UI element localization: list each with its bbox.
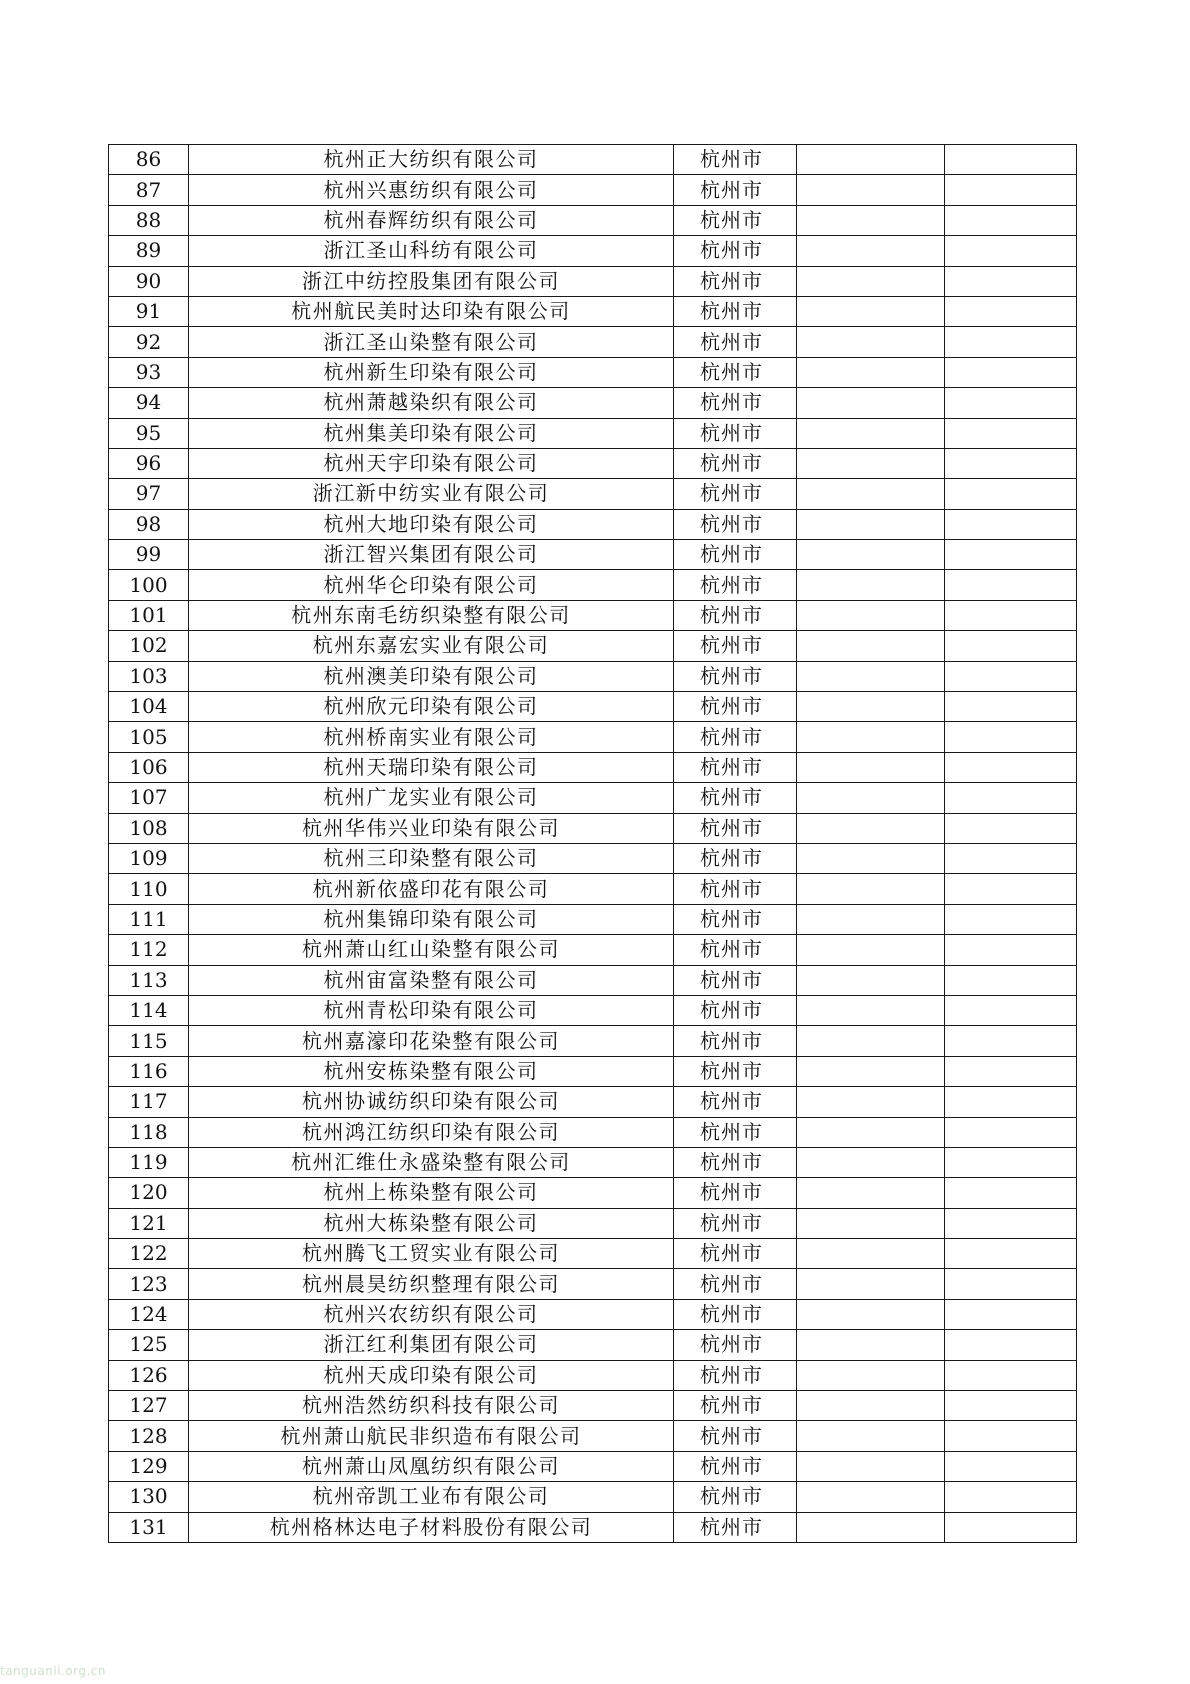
row-number: 129 xyxy=(109,1451,189,1481)
city-name: 杭州市 xyxy=(674,327,797,357)
company-name: 杭州腾飞工贸实业有限公司 xyxy=(189,1239,674,1269)
city-name: 杭州市 xyxy=(674,661,797,691)
watermark-text: tanguanli.org.cn xyxy=(0,1664,107,1678)
empty-cell xyxy=(945,1087,1077,1117)
company-name: 杭州澳美印染有限公司 xyxy=(189,661,674,691)
table-row xyxy=(109,145,1077,175)
company-name: 浙江圣山染整有限公司 xyxy=(189,327,674,357)
company-name: 杭州正大纺织有限公司 xyxy=(189,145,674,175)
table-row xyxy=(109,1451,1077,1481)
empty-cell xyxy=(945,1239,1077,1269)
city-name: 杭州市 xyxy=(674,296,797,326)
table-row xyxy=(109,600,1077,630)
empty-cell xyxy=(797,175,945,205)
row-number: 125 xyxy=(109,1330,189,1360)
empty-cell xyxy=(945,1056,1077,1086)
table-row xyxy=(109,1512,1077,1542)
empty-cell xyxy=(945,296,1077,326)
table-row xyxy=(109,1482,1077,1512)
city-name: 杭州市 xyxy=(674,479,797,509)
empty-cell xyxy=(945,570,1077,600)
row-number: 99 xyxy=(109,540,189,570)
row-number: 110 xyxy=(109,874,189,904)
city-name: 杭州市 xyxy=(674,874,797,904)
company-name: 杭州萧山凤凰纺织有限公司 xyxy=(189,1451,674,1481)
row-number: 104 xyxy=(109,692,189,722)
city-name: 杭州市 xyxy=(674,175,797,205)
table-row xyxy=(109,509,1077,539)
empty-cell xyxy=(945,479,1077,509)
row-number: 130 xyxy=(109,1482,189,1512)
city-name: 杭州市 xyxy=(674,1087,797,1117)
row-number: 96 xyxy=(109,448,189,478)
company-name: 杭州嘉濠印花染整有限公司 xyxy=(189,1026,674,1056)
city-name: 杭州市 xyxy=(674,935,797,965)
empty-cell xyxy=(797,1421,945,1451)
empty-cell xyxy=(797,874,945,904)
empty-cell xyxy=(945,509,1077,539)
city-name: 杭州市 xyxy=(674,965,797,995)
table-row xyxy=(109,1178,1077,1208)
table-row xyxy=(109,783,1077,813)
table-row xyxy=(109,995,1077,1025)
city-name: 杭州市 xyxy=(674,631,797,661)
row-number: 114 xyxy=(109,995,189,1025)
empty-cell xyxy=(797,296,945,326)
empty-cell xyxy=(797,509,945,539)
table-row xyxy=(109,266,1077,296)
empty-cell xyxy=(797,722,945,752)
city-name: 杭州市 xyxy=(674,1147,797,1177)
city-name: 杭州市 xyxy=(674,1299,797,1329)
row-number: 124 xyxy=(109,1299,189,1329)
city-name: 杭州市 xyxy=(674,995,797,1025)
company-name: 杭州浩然纺织科技有限公司 xyxy=(189,1391,674,1421)
company-name: 杭州晨昊纺织整理有限公司 xyxy=(189,1269,674,1299)
table-row xyxy=(109,357,1077,387)
empty-cell xyxy=(797,540,945,570)
city-name: 杭州市 xyxy=(674,1421,797,1451)
empty-cell xyxy=(797,1360,945,1390)
empty-cell xyxy=(797,965,945,995)
row-number: 112 xyxy=(109,935,189,965)
company-name: 杭州格林达电子材料股份有限公司 xyxy=(189,1512,674,1542)
city-name: 杭州市 xyxy=(674,813,797,843)
table-row xyxy=(109,631,1077,661)
row-number: 108 xyxy=(109,813,189,843)
row-number: 102 xyxy=(109,631,189,661)
table-row xyxy=(109,479,1077,509)
company-name: 杭州欣元印染有限公司 xyxy=(189,692,674,722)
company-name: 杭州春辉纺织有限公司 xyxy=(189,205,674,235)
company-name: 杭州协诚纺织印染有限公司 xyxy=(189,1087,674,1117)
empty-cell xyxy=(945,661,1077,691)
empty-cell xyxy=(945,692,1077,722)
empty-cell xyxy=(945,205,1077,235)
city-name: 杭州市 xyxy=(674,205,797,235)
table-row xyxy=(109,1147,1077,1177)
empty-cell xyxy=(797,1451,945,1481)
row-number: 105 xyxy=(109,722,189,752)
city-name: 杭州市 xyxy=(674,1269,797,1299)
company-name: 杭州大栋染整有限公司 xyxy=(189,1208,674,1238)
row-number: 87 xyxy=(109,175,189,205)
city-name: 杭州市 xyxy=(674,1208,797,1238)
company-name: 杭州东嘉宏实业有限公司 xyxy=(189,631,674,661)
table-row xyxy=(109,1239,1077,1269)
row-number: 121 xyxy=(109,1208,189,1238)
row-number: 86 xyxy=(109,145,189,175)
empty-cell xyxy=(945,722,1077,752)
row-number: 116 xyxy=(109,1056,189,1086)
empty-cell xyxy=(797,1117,945,1147)
table-row xyxy=(109,752,1077,782)
table-row xyxy=(109,1269,1077,1299)
table-row xyxy=(109,205,1077,235)
row-number: 103 xyxy=(109,661,189,691)
empty-cell xyxy=(797,661,945,691)
empty-cell xyxy=(945,540,1077,570)
table-row xyxy=(109,540,1077,570)
empty-cell xyxy=(797,600,945,630)
empty-cell xyxy=(945,813,1077,843)
company-name: 杭州安栋染整有限公司 xyxy=(189,1056,674,1086)
row-number: 101 xyxy=(109,600,189,630)
table-row xyxy=(109,175,1077,205)
empty-cell xyxy=(945,145,1077,175)
city-name: 杭州市 xyxy=(674,1239,797,1269)
row-number: 115 xyxy=(109,1026,189,1056)
empty-cell xyxy=(945,175,1077,205)
company-name: 杭州集锦印染有限公司 xyxy=(189,904,674,934)
city-name: 杭州市 xyxy=(674,1117,797,1147)
company-name: 杭州鸿江纺织印染有限公司 xyxy=(189,1117,674,1147)
city-name: 杭州市 xyxy=(674,904,797,934)
table-row xyxy=(109,1026,1077,1056)
city-name: 杭州市 xyxy=(674,1391,797,1421)
table-row xyxy=(109,296,1077,326)
empty-cell xyxy=(945,1117,1077,1147)
table-row xyxy=(109,1056,1077,1086)
empty-cell xyxy=(945,1421,1077,1451)
city-name: 杭州市 xyxy=(674,843,797,873)
row-number: 95 xyxy=(109,418,189,448)
empty-cell xyxy=(945,388,1077,418)
city-name: 杭州市 xyxy=(674,448,797,478)
table-row xyxy=(109,448,1077,478)
company-name: 杭州天瑞印染有限公司 xyxy=(189,752,674,782)
company-name: 杭州萧山红山染整有限公司 xyxy=(189,935,674,965)
company-name: 杭州三印染整有限公司 xyxy=(189,843,674,873)
empty-cell xyxy=(797,752,945,782)
city-name: 杭州市 xyxy=(674,388,797,418)
company-name: 杭州帝凯工业布有限公司 xyxy=(189,1482,674,1512)
empty-cell xyxy=(797,1330,945,1360)
empty-cell xyxy=(797,1299,945,1329)
table-row xyxy=(109,661,1077,691)
empty-cell xyxy=(945,752,1077,782)
table-row xyxy=(109,1208,1077,1238)
empty-cell xyxy=(797,1391,945,1421)
empty-cell xyxy=(945,418,1077,448)
row-number: 97 xyxy=(109,479,189,509)
empty-cell xyxy=(945,1360,1077,1390)
empty-cell xyxy=(945,1391,1077,1421)
empty-cell xyxy=(797,783,945,813)
row-number: 107 xyxy=(109,783,189,813)
row-number: 100 xyxy=(109,570,189,600)
company-name: 杭州新依盛印花有限公司 xyxy=(189,874,674,904)
table-row xyxy=(109,935,1077,965)
row-number: 126 xyxy=(109,1360,189,1390)
row-number: 89 xyxy=(109,236,189,266)
empty-cell xyxy=(945,236,1077,266)
empty-cell xyxy=(797,236,945,266)
company-name: 杭州华仑印染有限公司 xyxy=(189,570,674,600)
company-name: 杭州天成印染有限公司 xyxy=(189,1360,674,1390)
row-number: 120 xyxy=(109,1178,189,1208)
empty-cell xyxy=(945,448,1077,478)
row-number: 90 xyxy=(109,266,189,296)
table-row xyxy=(109,388,1077,418)
table-row xyxy=(109,570,1077,600)
city-name: 杭州市 xyxy=(674,783,797,813)
company-name: 杭州新生印染有限公司 xyxy=(189,357,674,387)
company-name: 杭州兴惠纺织有限公司 xyxy=(189,175,674,205)
city-name: 杭州市 xyxy=(674,1360,797,1390)
table-row xyxy=(109,965,1077,995)
empty-cell xyxy=(945,1482,1077,1512)
empty-cell xyxy=(945,357,1077,387)
table-row xyxy=(109,418,1077,448)
city-name: 杭州市 xyxy=(674,509,797,539)
row-number: 128 xyxy=(109,1421,189,1451)
row-number: 111 xyxy=(109,904,189,934)
empty-cell xyxy=(797,388,945,418)
city-name: 杭州市 xyxy=(674,1482,797,1512)
empty-cell xyxy=(945,935,1077,965)
empty-cell xyxy=(797,1147,945,1177)
empty-cell xyxy=(945,843,1077,873)
city-name: 杭州市 xyxy=(674,752,797,782)
city-name: 杭州市 xyxy=(674,145,797,175)
empty-cell xyxy=(797,570,945,600)
empty-cell xyxy=(945,1330,1077,1360)
city-name: 杭州市 xyxy=(674,722,797,752)
table-row xyxy=(109,1299,1077,1329)
empty-cell xyxy=(945,995,1077,1025)
empty-cell xyxy=(797,1482,945,1512)
empty-cell xyxy=(797,813,945,843)
city-name: 杭州市 xyxy=(674,1026,797,1056)
company-name: 杭州青松印染有限公司 xyxy=(189,995,674,1025)
row-number: 113 xyxy=(109,965,189,995)
empty-cell xyxy=(797,1026,945,1056)
company-name: 杭州萧越染织有限公司 xyxy=(189,388,674,418)
empty-cell xyxy=(945,1299,1077,1329)
company-name: 杭州兴农纺织有限公司 xyxy=(189,1299,674,1329)
empty-cell xyxy=(945,874,1077,904)
empty-cell xyxy=(797,448,945,478)
empty-cell xyxy=(945,904,1077,934)
table-row xyxy=(109,236,1077,266)
row-number: 91 xyxy=(109,296,189,326)
table-row xyxy=(109,1391,1077,1421)
city-name: 杭州市 xyxy=(674,236,797,266)
empty-cell xyxy=(797,1239,945,1269)
empty-cell xyxy=(945,1512,1077,1542)
city-name: 杭州市 xyxy=(674,692,797,722)
empty-cell xyxy=(945,1451,1077,1481)
empty-cell xyxy=(945,327,1077,357)
city-name: 杭州市 xyxy=(674,1512,797,1542)
empty-cell xyxy=(797,1178,945,1208)
table-row xyxy=(109,327,1077,357)
company-name: 杭州宙富染整有限公司 xyxy=(189,965,674,995)
company-name: 浙江新中纺实业有限公司 xyxy=(189,479,674,509)
company-name: 杭州萧山航民非织造布有限公司 xyxy=(189,1421,674,1451)
row-number: 94 xyxy=(109,388,189,418)
empty-cell xyxy=(945,631,1077,661)
city-name: 杭州市 xyxy=(674,540,797,570)
row-number: 118 xyxy=(109,1117,189,1147)
empty-cell xyxy=(945,783,1077,813)
company-name: 浙江红利集团有限公司 xyxy=(189,1330,674,1360)
city-name: 杭州市 xyxy=(674,1330,797,1360)
empty-cell xyxy=(945,1269,1077,1299)
row-number: 93 xyxy=(109,357,189,387)
company-name: 杭州华伟兴业印染有限公司 xyxy=(189,813,674,843)
table-row xyxy=(109,843,1077,873)
company-name: 杭州东南毛纺织染整有限公司 xyxy=(189,600,674,630)
empty-cell xyxy=(797,479,945,509)
empty-cell xyxy=(945,965,1077,995)
table-row xyxy=(109,1330,1077,1360)
company-name: 杭州广龙实业有限公司 xyxy=(189,783,674,813)
empty-cell xyxy=(945,1178,1077,1208)
table-row xyxy=(109,1360,1077,1390)
enterprise-list-table xyxy=(108,144,1077,1543)
row-number: 119 xyxy=(109,1147,189,1177)
row-number: 106 xyxy=(109,752,189,782)
company-name: 浙江智兴集团有限公司 xyxy=(189,540,674,570)
row-number: 88 xyxy=(109,205,189,235)
table-row xyxy=(109,692,1077,722)
row-number: 98 xyxy=(109,509,189,539)
company-name: 浙江圣山科纺有限公司 xyxy=(189,236,674,266)
empty-cell xyxy=(797,357,945,387)
empty-cell xyxy=(797,843,945,873)
empty-cell xyxy=(945,600,1077,630)
empty-cell xyxy=(797,631,945,661)
row-number: 122 xyxy=(109,1239,189,1269)
row-number: 92 xyxy=(109,327,189,357)
table-row xyxy=(109,1421,1077,1451)
empty-cell xyxy=(797,1087,945,1117)
table-body xyxy=(109,145,1077,1543)
row-number: 123 xyxy=(109,1269,189,1299)
table-row xyxy=(109,1117,1077,1147)
city-name: 杭州市 xyxy=(674,1056,797,1086)
city-name: 杭州市 xyxy=(674,418,797,448)
table-row xyxy=(109,722,1077,752)
row-number: 131 xyxy=(109,1512,189,1542)
company-name: 杭州集美印染有限公司 xyxy=(189,418,674,448)
empty-cell xyxy=(797,1056,945,1086)
empty-cell xyxy=(945,266,1077,296)
empty-cell xyxy=(797,1208,945,1238)
table-row xyxy=(109,1087,1077,1117)
empty-cell xyxy=(797,1512,945,1542)
company-name: 杭州天宇印染有限公司 xyxy=(189,448,674,478)
row-number: 109 xyxy=(109,843,189,873)
table-row xyxy=(109,813,1077,843)
company-name: 杭州航民美时达印染有限公司 xyxy=(189,296,674,326)
empty-cell xyxy=(797,995,945,1025)
city-name: 杭州市 xyxy=(674,357,797,387)
empty-cell xyxy=(797,935,945,965)
company-name: 杭州汇维仕永盛染整有限公司 xyxy=(189,1147,674,1177)
row-number: 127 xyxy=(109,1391,189,1421)
empty-cell xyxy=(945,1026,1077,1056)
empty-cell xyxy=(945,1147,1077,1177)
table-row xyxy=(109,874,1077,904)
company-name: 浙江中纺控股集团有限公司 xyxy=(189,266,674,296)
city-name: 杭州市 xyxy=(674,570,797,600)
company-name: 杭州桥南实业有限公司 xyxy=(189,722,674,752)
empty-cell xyxy=(945,1208,1077,1238)
empty-cell xyxy=(797,1269,945,1299)
empty-cell xyxy=(797,418,945,448)
city-name: 杭州市 xyxy=(674,1451,797,1481)
empty-cell xyxy=(797,692,945,722)
company-name: 杭州大地印染有限公司 xyxy=(189,509,674,539)
empty-cell xyxy=(797,205,945,235)
empty-cell xyxy=(797,145,945,175)
empty-cell xyxy=(797,327,945,357)
company-name: 杭州上栋染整有限公司 xyxy=(189,1178,674,1208)
city-name: 杭州市 xyxy=(674,1178,797,1208)
city-name: 杭州市 xyxy=(674,266,797,296)
city-name: 杭州市 xyxy=(674,600,797,630)
empty-cell xyxy=(797,904,945,934)
empty-cell xyxy=(797,266,945,296)
row-number: 117 xyxy=(109,1087,189,1117)
table-row xyxy=(109,904,1077,934)
